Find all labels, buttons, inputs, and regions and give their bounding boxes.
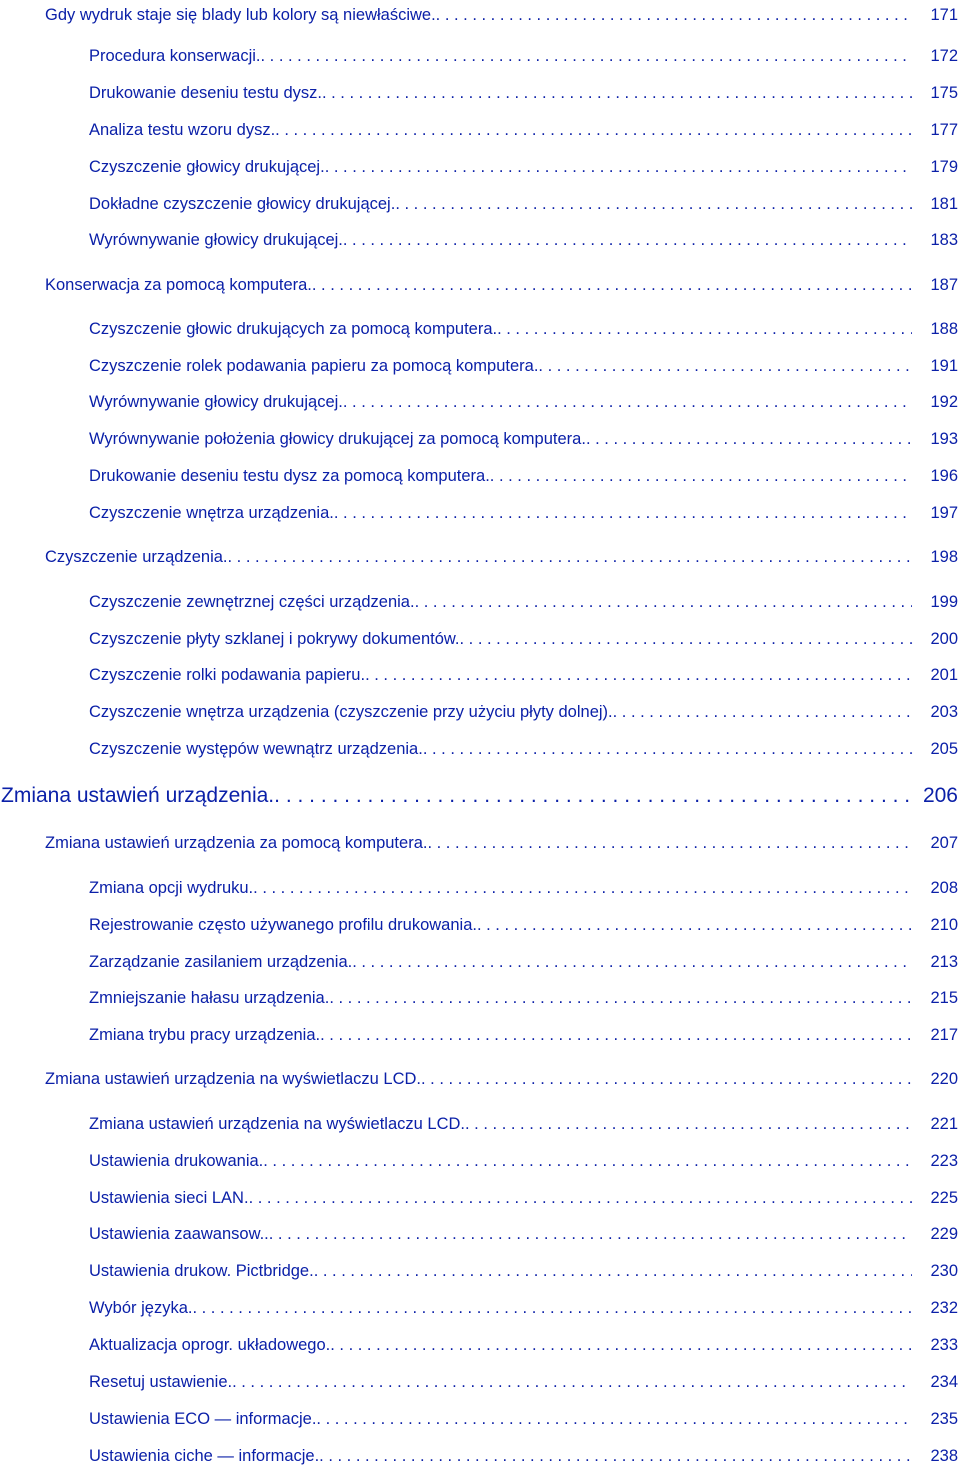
toc-entry-title: Zmiana ustawień urządzenia.: [1, 784, 275, 807]
toc-entry-page-number: 191: [930, 357, 958, 375]
toc-entry[interactable]: [0, 916, 960, 940]
toc-entry[interactable]: [0, 630, 960, 654]
dot-leader: [490, 467, 912, 486]
toc-entry[interactable]: [0, 504, 960, 528]
dot-leader: [274, 784, 910, 808]
dot-leader: [365, 666, 912, 685]
toc-entry-page-number: 196: [930, 467, 958, 485]
toc-entry[interactable]: [0, 834, 960, 858]
toc-entry-title: Analiza testu wzoru dysz.: [89, 121, 276, 139]
toc-entry-page-number: 208: [930, 879, 958, 897]
toc-entry-page-number: 188: [930, 320, 958, 338]
dot-leader: [314, 1262, 912, 1281]
toc-entry-page-number: 210: [930, 916, 958, 934]
dot-leader: [320, 1026, 912, 1045]
toc-entry[interactable]: [0, 1152, 960, 1176]
dot-leader: [613, 703, 912, 722]
toc-entry[interactable]: [0, 121, 960, 145]
toc-entry-title: Wyrównywanie głowicy drukującej.: [89, 393, 343, 411]
toc-entry-title: Czyszczenie urządzenia.: [45, 548, 228, 566]
toc-entry-page-number: 199: [930, 593, 958, 611]
dot-leader: [395, 195, 912, 214]
toc-entry-title: Ustawienia sieci LAN.: [89, 1189, 249, 1207]
toc-entry[interactable]: [0, 430, 960, 454]
dot-leader: [421, 1070, 912, 1089]
toc-entry[interactable]: [0, 195, 960, 219]
toc-entry-title: Ustawienia drukowania.: [89, 1152, 264, 1170]
toc-entry-page-number: 181: [930, 195, 958, 213]
toc-entry-title: Ustawienia ciche — informacje.: [89, 1447, 320, 1465]
toc-entry-page-number: 171: [930, 6, 958, 24]
dot-leader: [312, 276, 912, 295]
toc-entry[interactable]: [0, 879, 960, 903]
toc-entry-title: Zmiana trybu pracy urządzenia.: [89, 1026, 321, 1044]
dot-leader: [343, 393, 912, 412]
toc-entry[interactable]: [0, 1410, 960, 1434]
toc-entry-title: Czyszczenie płyty szklanej i pokrywy dokumentów.: [89, 630, 460, 648]
dot-leader: [261, 47, 913, 66]
dot-leader: [319, 1447, 912, 1466]
toc-entry[interactable]: [0, 548, 960, 572]
toc-entry[interactable]: [0, 276, 960, 300]
toc-entry-page-number: 233: [930, 1336, 958, 1354]
toc-entry-page-number: 234: [930, 1373, 958, 1391]
dot-leader: [275, 121, 912, 140]
toc-entry-title: Wyrównywanie położenia głowicy drukującej za pomocą komputera.: [89, 430, 586, 448]
toc-entry-title: Czyszczenie głowic drukujących za pomocą komputera.: [89, 320, 498, 338]
toc-entry[interactable]: [0, 357, 960, 381]
toc-entry[interactable]: [0, 6, 960, 30]
toc-entry[interactable]: [0, 953, 960, 977]
toc-entry[interactable]: [0, 393, 960, 417]
toc-entry-title: Wyrównywanie głowicy drukującej.: [89, 231, 343, 249]
dot-leader: [253, 879, 912, 898]
toc-entry-page-number: 221: [930, 1115, 958, 1133]
toc-entry[interactable]: [0, 784, 960, 812]
dot-leader: [465, 1115, 912, 1134]
dot-leader: [330, 1336, 912, 1355]
toc-entry-page-number: 230: [930, 1262, 958, 1280]
toc-entry-title: Czyszczenie wnętrza urządzenia (czyszczenie przy użyciu płyty dolnej).: [89, 703, 613, 721]
toc-entry-title: Drukowanie deseniu testu dysz za pomocą komputera.: [89, 467, 490, 485]
toc-entry-page-number: 192: [930, 393, 958, 411]
toc-entry[interactable]: [0, 158, 960, 182]
toc-entry-title: Drukowanie deseniu testu dysz.: [89, 84, 322, 102]
toc-entry-title: Czyszczenie rolki podawania papieru.: [89, 666, 366, 684]
toc-entry[interactable]: [0, 740, 960, 764]
dot-leader: [427, 834, 912, 853]
toc-entry-page-number: 223: [930, 1152, 958, 1170]
toc-entry-page-number: 205: [930, 740, 958, 758]
toc-entry-title: Gdy wydruk staje się blady lub kolory są niewłaściwe.: [45, 6, 436, 24]
dot-leader: [436, 6, 912, 25]
toc-entry-title: Dokładne czyszczenie głowicy drukującej.: [89, 195, 396, 213]
dot-leader: [232, 1373, 912, 1392]
toc-entry-page-number: 232: [930, 1299, 958, 1317]
toc-entry-page-number: 183: [930, 231, 958, 249]
toc-entry-page-number: 193: [930, 430, 958, 448]
toc-entry-page-number: 197: [930, 504, 958, 522]
toc-entry-page-number: 175: [930, 84, 958, 102]
toc-entry-page-number: 198: [930, 548, 958, 566]
dot-leader: [263, 1152, 912, 1171]
toc-entry-title: Czyszczenie wnętrza urządzenia.: [89, 504, 334, 522]
toc-entry-page-number: 235: [930, 1410, 958, 1428]
toc-entry[interactable]: [0, 1115, 960, 1139]
toc-entry-title: Ustawienia zaawansow..: [89, 1225, 269, 1243]
toc-entry-title: Zmiana ustawień urządzenia na wyświetlaczu LCD.: [89, 1115, 466, 1133]
toc-entry-page-number: 225: [930, 1189, 958, 1207]
toc-entry-page-number: 172: [930, 47, 958, 65]
dot-leader: [269, 1225, 912, 1244]
toc-entry[interactable]: [0, 1336, 960, 1360]
dot-leader: [477, 916, 912, 935]
toc-entry-title: Resetuj ustawienie.: [89, 1373, 233, 1391]
dot-leader: [325, 158, 912, 177]
toc-entry-page-number: 217: [930, 1026, 958, 1044]
toc-entry[interactable]: [0, 1262, 960, 1286]
toc-entry[interactable]: [0, 47, 960, 71]
dot-leader: [249, 1189, 912, 1208]
toc-entry-title: Zmiana ustawień urządzenia za pomocą komputera.: [45, 834, 428, 852]
toc-entry-page-number: 213: [930, 953, 958, 971]
dot-leader: [316, 1410, 912, 1429]
toc-entry-title: Rejestrowanie często używanego profilu drukowania.: [89, 916, 477, 934]
toc-entry-title: Procedura konserwacji.: [89, 47, 261, 65]
toc-entry-title: Zmiana opcji wydruku.: [89, 879, 254, 897]
toc-entry[interactable]: [0, 1299, 960, 1323]
toc-entry[interactable]: [0, 1070, 960, 1094]
toc-entry[interactable]: [0, 320, 960, 344]
toc-entry[interactable]: [0, 1225, 960, 1249]
toc-entry-title: Zmniejszanie hałasu urządzenia.: [89, 989, 330, 1007]
dot-leader: [322, 84, 912, 103]
toc-entry-title: Zarządzanie zasilaniem urządzenia.: [89, 953, 353, 971]
toc-entry[interactable]: [0, 231, 960, 255]
toc-entry-title: Czyszczenie rolek podawania papieru za pomocą komputera.: [89, 357, 539, 375]
toc-entry-page-number: 200: [930, 630, 958, 648]
toc-entry-title: Aktualizacja oprogr. układowego.: [89, 1336, 331, 1354]
dot-leader: [228, 548, 913, 567]
toc-entry[interactable]: [0, 593, 960, 617]
toc-entry-title: Czyszczenie głowicy drukującej.: [89, 158, 325, 176]
dot-leader: [586, 430, 912, 449]
dot-leader: [329, 989, 912, 1008]
toc-entry-page-number: 187: [930, 276, 958, 294]
toc-entry[interactable]: [0, 703, 960, 727]
toc-entry-title: Ustawienia drukow. Pictbridge.: [89, 1262, 314, 1280]
toc-entry-page-number: 206: [922, 784, 958, 807]
toc-entry[interactable]: [0, 467, 960, 491]
dot-leader: [352, 953, 912, 972]
toc-entry-title: Ustawienia ECO — informacje.: [89, 1410, 317, 1428]
toc-entry-title: Czyszczenie zewnętrznej części urządzenia.: [89, 593, 415, 611]
toc-entry[interactable]: [0, 666, 960, 690]
toc-entry-page-number: 203: [930, 703, 958, 721]
toc-entry[interactable]: [0, 84, 960, 108]
toc-entry-page-number: 220: [930, 1070, 958, 1088]
toc-entry[interactable]: [0, 1026, 960, 1050]
dot-leader: [192, 1299, 912, 1318]
toc-entry-title: Konserwacja za pomocą komputera.: [45, 276, 312, 294]
toc-entry-page-number: 177: [930, 121, 958, 139]
dot-leader: [343, 231, 912, 250]
toc-entry-page-number: 229: [930, 1225, 958, 1243]
toc-entry-page-number: 215: [930, 989, 958, 1007]
toc-entry-page-number: 238: [930, 1447, 958, 1465]
toc-entry-page-number: 179: [930, 158, 958, 176]
toc-entry[interactable]: [0, 989, 960, 1013]
dot-leader: [415, 593, 912, 612]
toc-entry-page-number: 207: [930, 834, 958, 852]
toc-entry[interactable]: [0, 1447, 960, 1471]
dot-leader: [538, 357, 912, 376]
toc-entry-page-number: 201: [930, 666, 958, 684]
dot-leader: [497, 320, 912, 339]
dot-leader: [459, 630, 912, 649]
dot-leader: [423, 740, 912, 759]
toc-entry-title: Wybór języka.: [89, 1299, 193, 1317]
toc-entry[interactable]: [0, 1189, 960, 1213]
toc-entry[interactable]: [0, 1373, 960, 1397]
dot-leader: [334, 504, 912, 523]
toc-entry-title: Zmiana ustawień urządzenia na wyświetlaczu LCD.: [45, 1070, 422, 1088]
toc-entry-title: Czyszczenie występów wewnątrz urządzenia.: [89, 740, 423, 758]
